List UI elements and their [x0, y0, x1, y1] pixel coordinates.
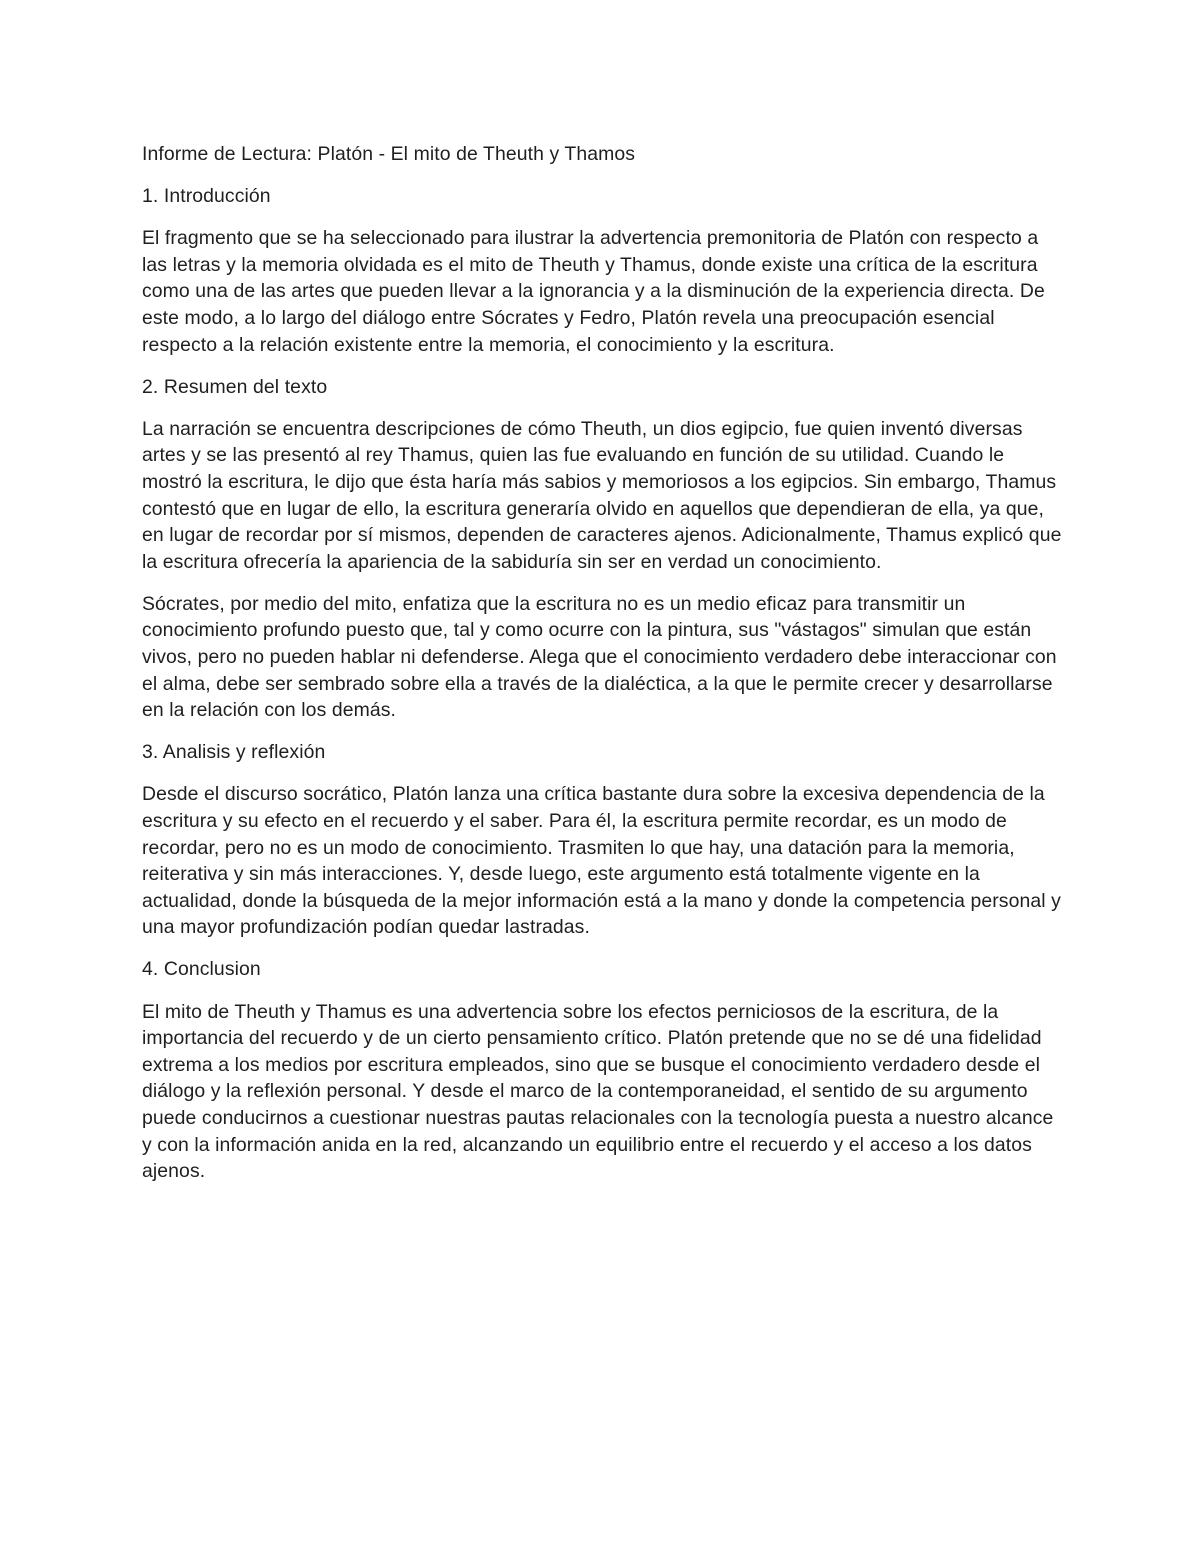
section-heading-introduccion: 1. Introducción	[142, 185, 271, 208]
section-paragraph: Desde el discurso socrático, Platón lanza una crítica bastante dura sobre la excesiva dependencia de la escritura y su efecto en el recuerdo y el saber. Para él, la escritura permite recordar, es un modo de recordar, pero no es un modo de conocimiento. Trasmiten lo que hay, una datación para la memoria, reiterativa y sin más interacciones. Y, desde luego, este argumento está totalmente vigente en la actualidad, donde la búsqueda de la mejor información está a la mano y donde la competencia personal y una mayor profundización podían quedar lastradas.	[142, 783, 1061, 939]
document-title: Informe de Lectura: Platón - El mito de Theuth y Thamos	[142, 143, 636, 165]
document-page	[142, 141, 1062, 1200]
section-heading-resumen: 2. Resumen del texto	[142, 375, 328, 398]
section-heading-conclusion: 4. Conclusion	[142, 958, 261, 981]
section-paragraph: El mito de Theuth y Thamus es una advertencia sobre los efectos perniciosos de la escritura, de la importancia del recuerdo y de un cierto pensamiento crítico. Platón pretende que no se dé una fidelidad extrema a los medios por escritura empleados, sino que se busque el conocimiento verdadero desde el diálogo y la reflexión personal. Y desde el marco de la contemporaneidad, el sentido de su argumento puede conducirnos a cuestionar nuestras pautas relacionales con la tecnología puesta a nuestro alcance y con la información anida en la red, alcanzando un equilibrio entre el recuerdo y el acceso a los datos ajenos.	[142, 1000, 1054, 1183]
section-paragraph: El fragmento que se ha seleccionado para ilustrar la advertencia premonitoria de Platón con respecto a las letras y la memoria olvidada es el mito de Theuth y Thamus, donde existe una crítica de la escritura como una de las artes que pueden llevar a la ignorancia y a la disminución de la experiencia directa. De este modo, a lo largo del diálogo entre Sócrates y Fedro, Platón revela una preocupación esencial respecto a la relación existente entre la memoria, el conocimiento y la escritura.	[142, 227, 1045, 356]
section-paragraph: La narración se encuentra descripciones de cómo Theuth, un dios egipcio, fue quien inventó diversas artes y se las presentó al rey Thamus, quien las fue evaluando en función de su utilidad. Cuando le mostró la escritura, le dijo que ésta haría más sabios y memoriosos a los egipcios. Sin embargo, Thamus contestó que en lugar de ello, la escritura generaría olvido en aquellos que dependieran de ella, ya que, en lugar de recordar por sí mismos, dependen de caracteres ajenos. Adicionalmente, Thamus explicó que la escritura ofrecería la apariencia de la sabiduría sin ser en verdad un conocimiento.	[142, 417, 1062, 573]
section-heading-analisis: 3. Analisis y reflexión	[142, 741, 326, 764]
section-paragraph: Sócrates, por medio del mito, enfatiza que la escritura no es un medio eficaz para transmitir un conocimiento profundo puesto que, tal y como ocurre con la pintura, sus "vástagos" simulan que están vivos, pero no pueden hablar ni defenderse. Alega que el conocimiento verdadero debe interaccionar con el alma, debe ser sembrado sobre ella a través de la dialéctica, a la que le permite crecer y desarrollarse en la relación con los demás.	[142, 592, 1057, 722]
